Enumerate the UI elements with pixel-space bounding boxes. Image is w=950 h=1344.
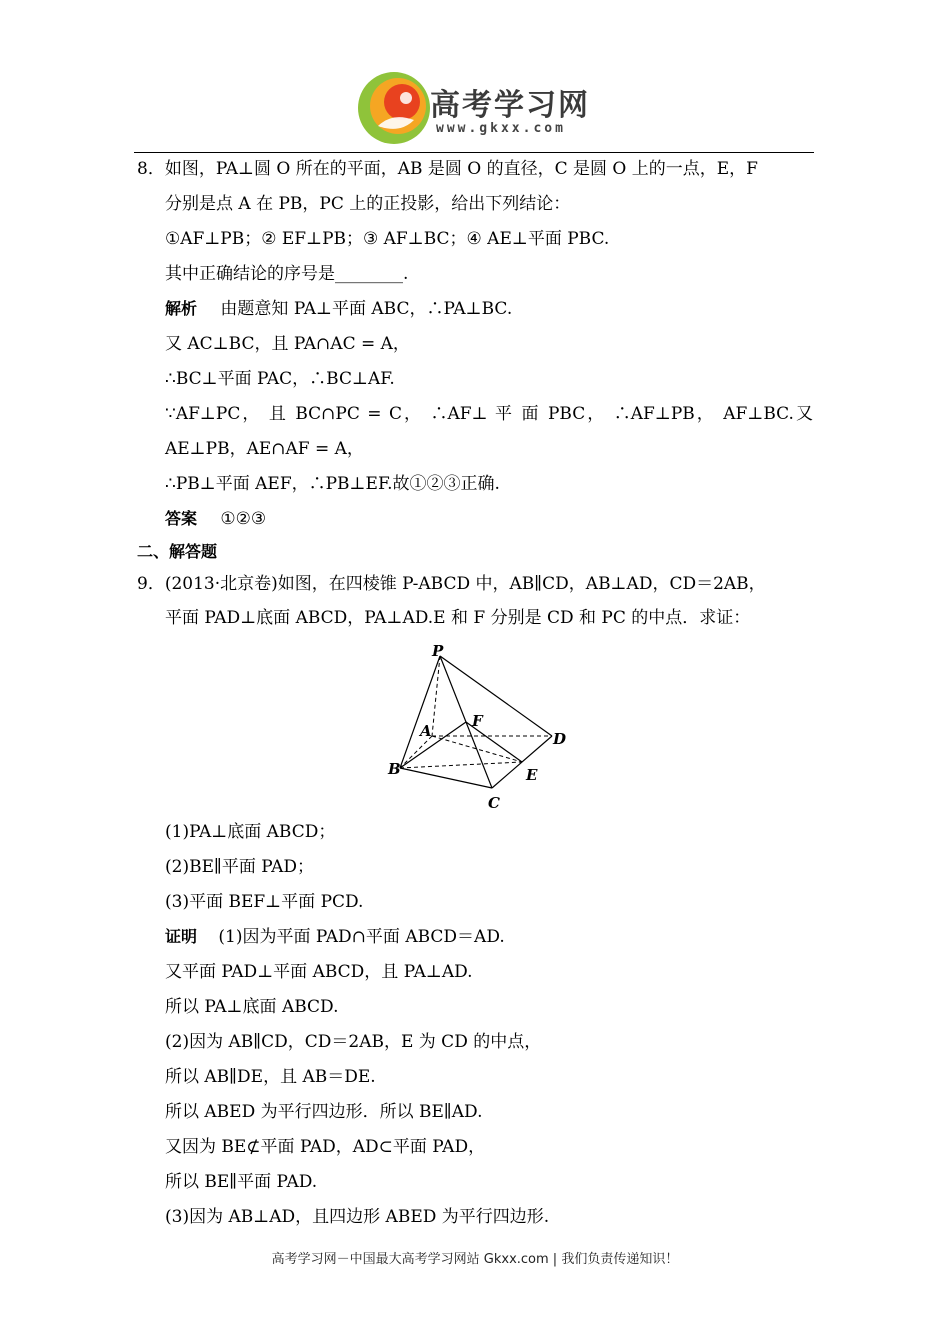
- answer-row: [165, 507, 266, 531]
- proof-line-1: (1)因为平面 PAD∩平面 ABCD＝AD.: [218, 927, 505, 947]
- label-C: C: [488, 794, 500, 810]
- analysis-line-5: AE⊥PB，AE∩AF = A，: [165, 439, 364, 459]
- analysis-line-4: ∵AF⊥PC， 且 BC∩PC = C， ∴AF⊥ 平 面 PBC， ∴AF⊥PB， AF⊥BC.又: [165, 404, 813, 424]
- pyramid-figure: [380, 640, 580, 810]
- proof-row: [165, 925, 505, 949]
- proof-line-5: 所以 AB∥DE，且 AB＝DE.: [165, 1067, 376, 1087]
- problem8-line-3: ①AF⊥PB；② EF⊥PB；③ AF⊥BC；④ AE⊥平面 PBC.: [165, 229, 610, 249]
- proof-label: 证明: [165, 927, 198, 946]
- edge-BC: [400, 768, 492, 788]
- page-footer: 高考学习网－中国最大高考学习网站 Gkxx.com | 我们负责传递知识！: [271, 1252, 679, 1267]
- problem9-item-2: (2)BE∥平面 PAD；: [165, 857, 315, 877]
- problem8-line-1: 8．如图，PA⊥圆 O 所在的平面，AB 是圆 O 的直径，C 是圆 O 上的一点，E，F: [137, 159, 758, 179]
- proof-line-9: (3)因为 AB⊥AD，且四边形 ABED 为平行四边形.: [165, 1207, 550, 1227]
- label-P: P: [432, 642, 444, 660]
- analysis-line-6: ∴PB⊥平面 AEF，∴PB⊥EF.故①②③正确.: [165, 474, 500, 494]
- edge-PD: [440, 656, 552, 736]
- analysis-line-1: 由题意知 PA⊥平面 ABC，∴PA⊥BC.: [220, 299, 513, 319]
- answer-label: 答案: [165, 509, 198, 528]
- section-heading: 二、解答题: [137, 542, 218, 561]
- label-A: A: [420, 722, 432, 740]
- proof-line-8: 所以 BE∥平面 PAD.: [165, 1172, 318, 1192]
- analysis-label: 解析: [165, 299, 198, 318]
- problem9-item-1: (1)PA⊥底面 ABCD；: [165, 822, 336, 842]
- edge-AB: [400, 736, 432, 768]
- problem9-line-2: 平面 PAD⊥底面 ABCD，PA⊥AD.E 和 F 分别是 CD 和 PC 的中点．求证：: [165, 608, 751, 628]
- proof-line-4: (2)因为 AB∥CD，CD＝2AB，E 为 CD 的中点，: [165, 1032, 542, 1052]
- proof-line-6: 所以 ABED 为平行四边形．所以 BE∥AD.: [165, 1102, 483, 1122]
- logo-url: www.gkxx.com: [436, 121, 566, 136]
- header-rule: [134, 152, 814, 153]
- label-F: F: [472, 712, 483, 730]
- problem9-line-1: 9．(2013·北京卷)如图，在四棱锥 P-ABCD 中，AB∥CD，AB⊥AD，CD＝2AB，: [137, 574, 766, 594]
- analysis-line-2: 又 AC⊥BC，且 PA∩AC = A，: [165, 334, 410, 354]
- proof-line-3: 所以 PA⊥底面 ABCD.: [165, 997, 339, 1017]
- problem9-item-3: (3)平面 BEF⊥平面 PCD.: [165, 892, 364, 912]
- edge-BE: [400, 762, 522, 768]
- proof-line-2: 又平面 PAD⊥平面 ABCD，且 PA⊥AD.: [165, 962, 473, 982]
- problem8-line-4: 其中正确结论的序号是________.: [165, 264, 409, 284]
- label-D: D: [553, 730, 567, 748]
- label-E: E: [526, 766, 538, 784]
- proof-line-7: 又因为 BE⊄平面 PAD，AD⊂平面 PAD，: [165, 1137, 486, 1157]
- logo-name: 高考学习网: [430, 88, 590, 123]
- problem8-line-2: 分别是点 A 在 PB，PC 上的正投影，给出下列结论：: [165, 194, 571, 214]
- analysis-line-3: ∴BC⊥平面 PAC，∴BC⊥AF.: [165, 369, 395, 389]
- answer-value: ①②③: [220, 509, 267, 529]
- label-B: B: [388, 760, 401, 778]
- analysis-row: [165, 297, 512, 321]
